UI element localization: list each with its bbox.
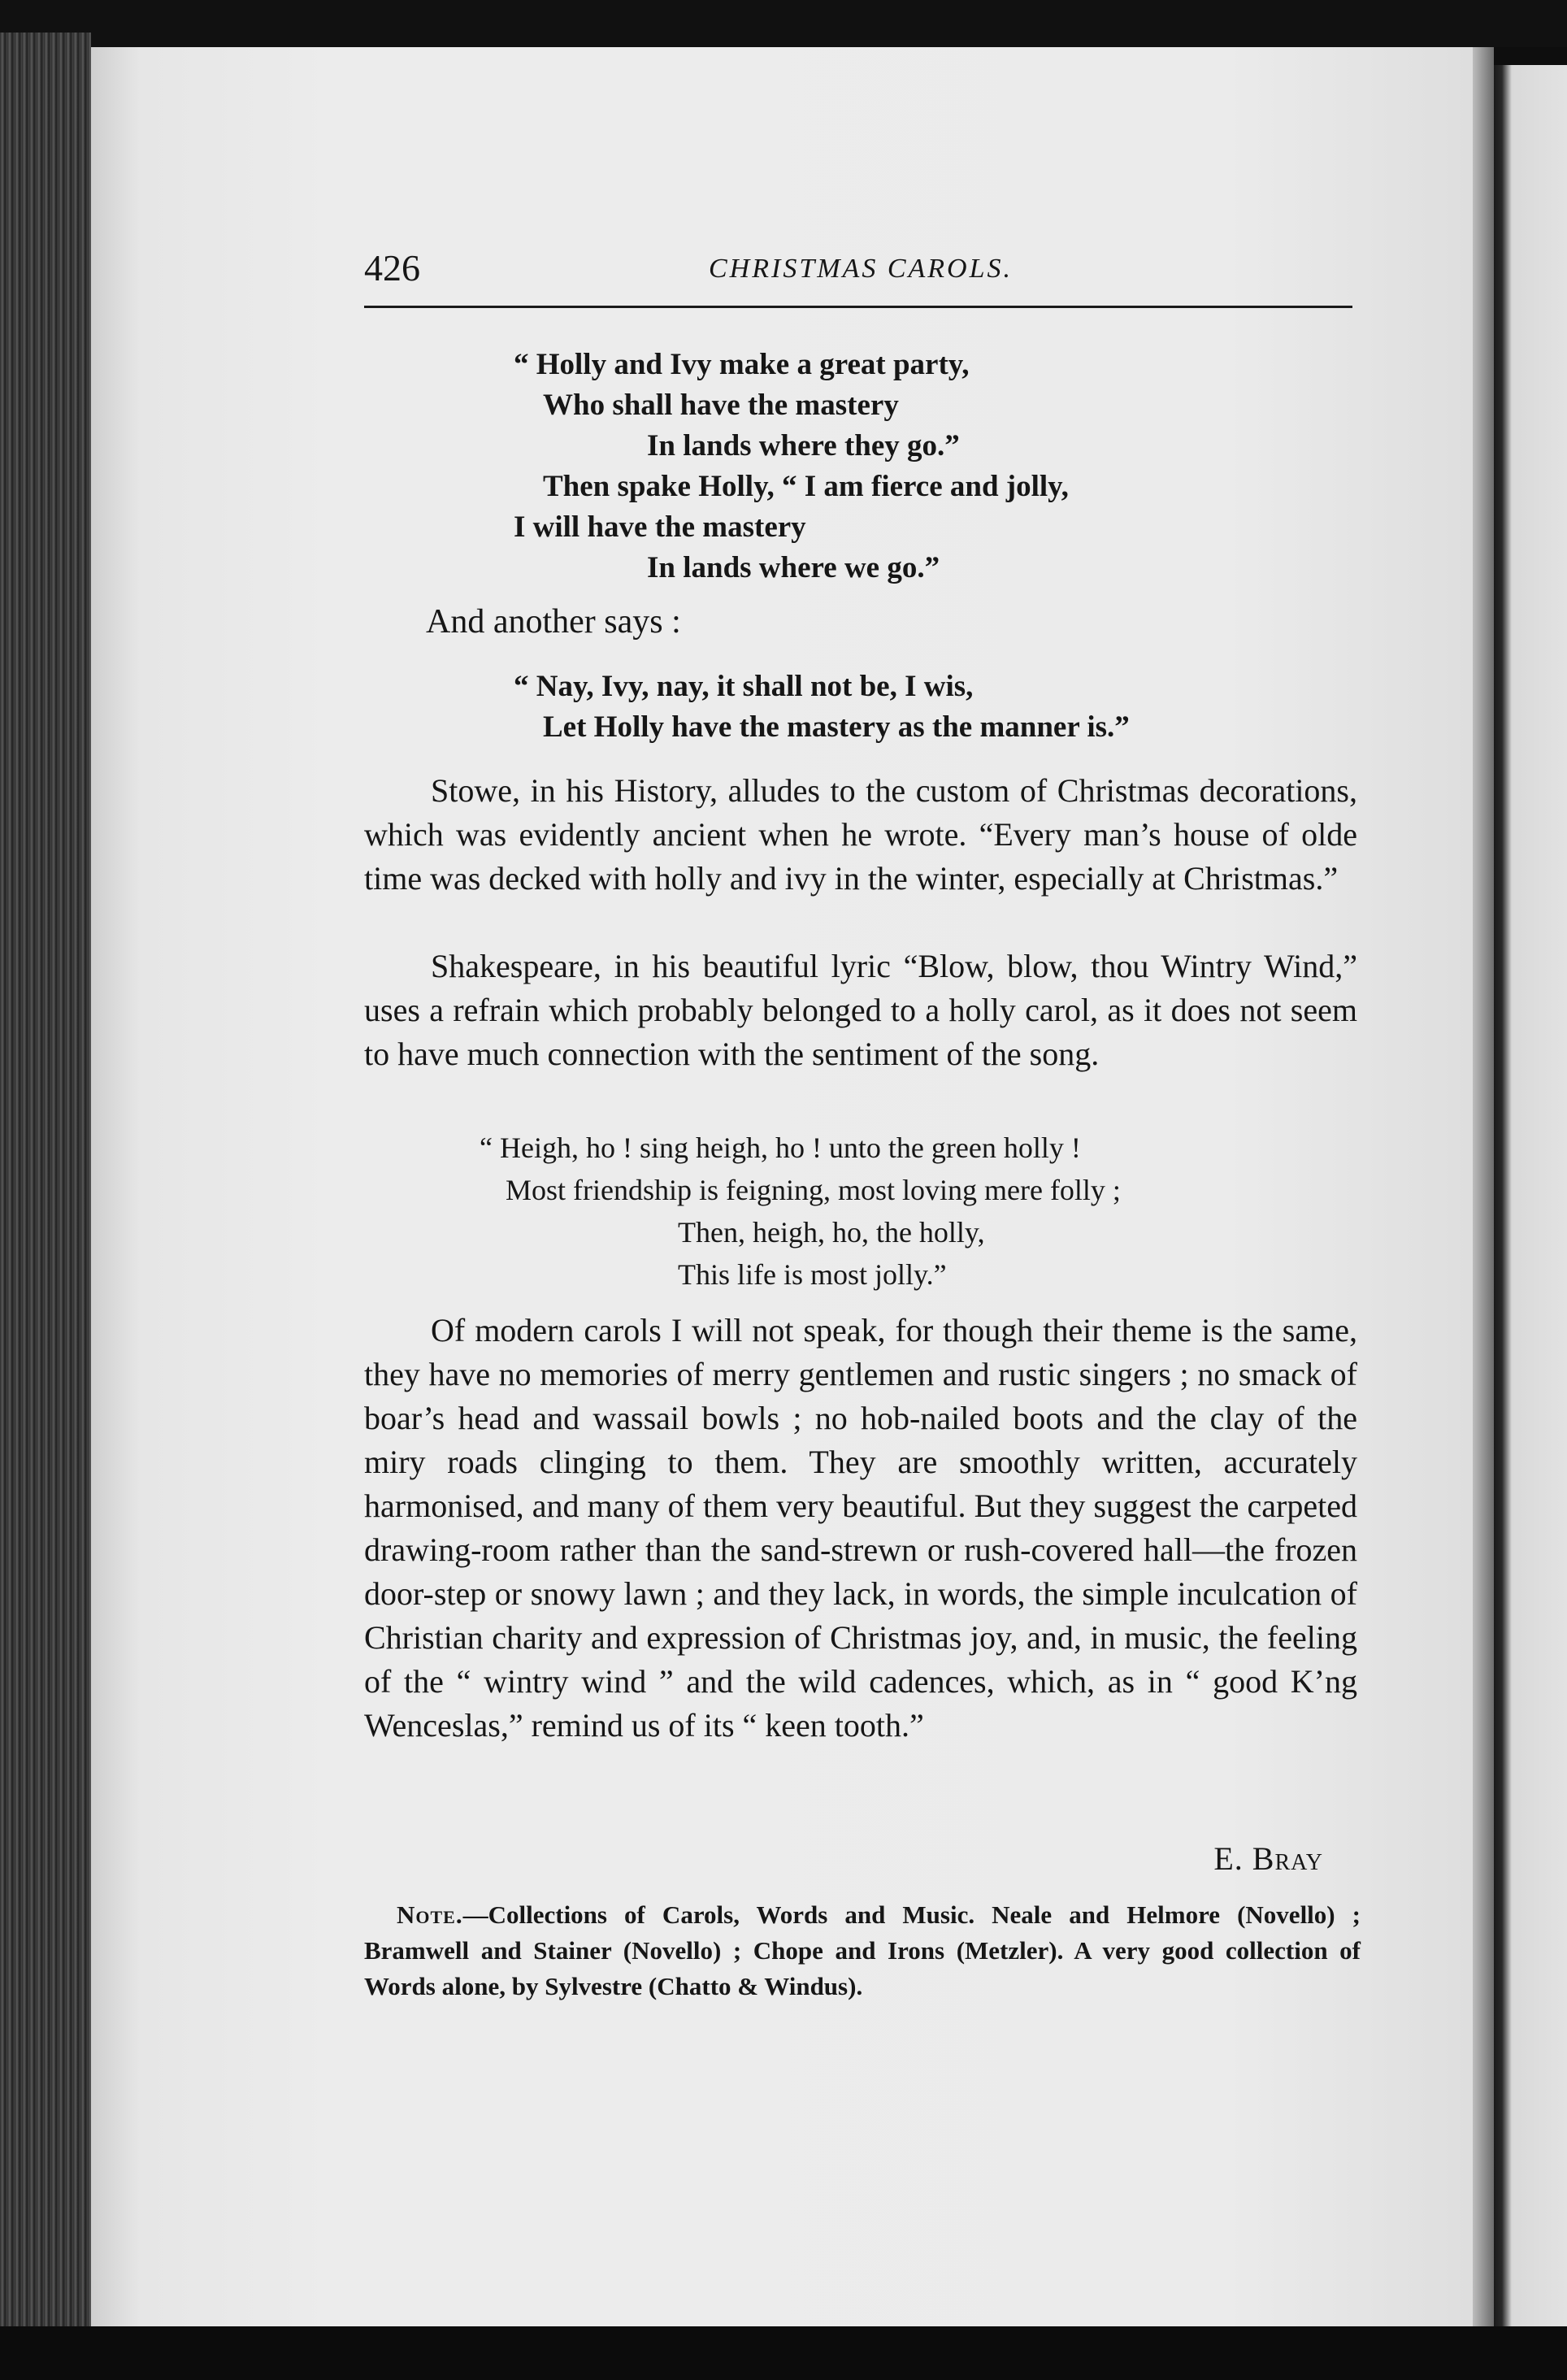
heigh-ho-verse <box>480 1127 1121 1296</box>
verse-line: Who shall have the mastery <box>543 389 899 422</box>
page-header <box>364 244 1357 309</box>
running-head: CHRISTMAS CAROLS. <box>709 254 1013 284</box>
nay-ivy-verse <box>514 667 1130 748</box>
header-rule <box>364 306 1352 308</box>
verse-line: Then, heigh, ho, the holly, <box>678 1216 985 1249</box>
verse-line: “ Holly and Ivy make a great party, <box>514 348 970 381</box>
verse-line: “ Nay, Ivy, nay, it shall not be, I wis, <box>514 670 974 703</box>
verse-line: Most friendship is feigning, most loving mere folly ; <box>506 1174 1121 1206</box>
verse-line: This life is most jolly.” <box>678 1258 947 1291</box>
another-says-line: And another says : <box>426 603 681 641</box>
paragraph-shakespeare: Shakespeare, in his beautiful lyric “Blow, blow, thou Wintry Wind,” uses a refrain which probably belonged to a holly carol, as it does not seem to have much connection with the sentiment of the song. <box>364 948 1357 1072</box>
author-signature: E. Bray <box>1213 1840 1323 1877</box>
verse-line: In lands where we go.” <box>647 551 940 584</box>
paragraph-modern-carols: Of modern carols I will not speak, for though their theme is the same, they have no memories of merry gentlemen and rustic singers ; no smack of boar’s head and wassail bowls ; no hob-nailed boots and the clay of the miry roads clinging to them. They are smoothly written, accurately harmonised, and many of them very beautiful. But they suggest the carpeted drawing-room rather than the sand-strewn or rush-covered hall—the frozen door-step or snowy lawn ; and they lack, in words, the simple inculcation of Christian charity and expression of Christmas joy, and, in music, the feeling of the “ wintry wind ” and the wild cadences, which, as in “ good K’ng Wenceslas,” remind us of its “ keen tooth.” <box>364 1312 1357 1744</box>
verse-line: “ Heigh, ho ! sing heigh, ho ! unto the green holly ! <box>480 1131 1081 1164</box>
note-label: Note. <box>397 1900 463 1929</box>
verse-line: Let Holly have the mastery as the manner is.” <box>543 710 1130 744</box>
paragraph-stowe: Stowe, in his History, alludes to the custom of Christmas decorations, which was evidently ancient when he wrote. “Every man’s house of olde time was decked with holly and ivy in the winter, especially at Christmas.” <box>364 772 1357 897</box>
footnote <box>364 1897 1361 2004</box>
note-text: —Collections of Carols, Words and Music. Neale and Helmore (Novello) ; Bramwell and Stainer (Novello) ; Chope and Irons (Metzler). A very good collection of Words alone, by Sylvestre (Chatto & Windus). <box>364 1900 1361 2000</box>
verse-line: Then spake Holly, “ I am fierce and jolly, <box>543 470 1069 503</box>
page-number: 426 <box>364 247 420 289</box>
verse-line: I will have the mastery <box>514 510 806 544</box>
verse-line: In lands where they go.” <box>647 429 960 463</box>
holly-ivy-verse <box>514 345 1069 588</box>
